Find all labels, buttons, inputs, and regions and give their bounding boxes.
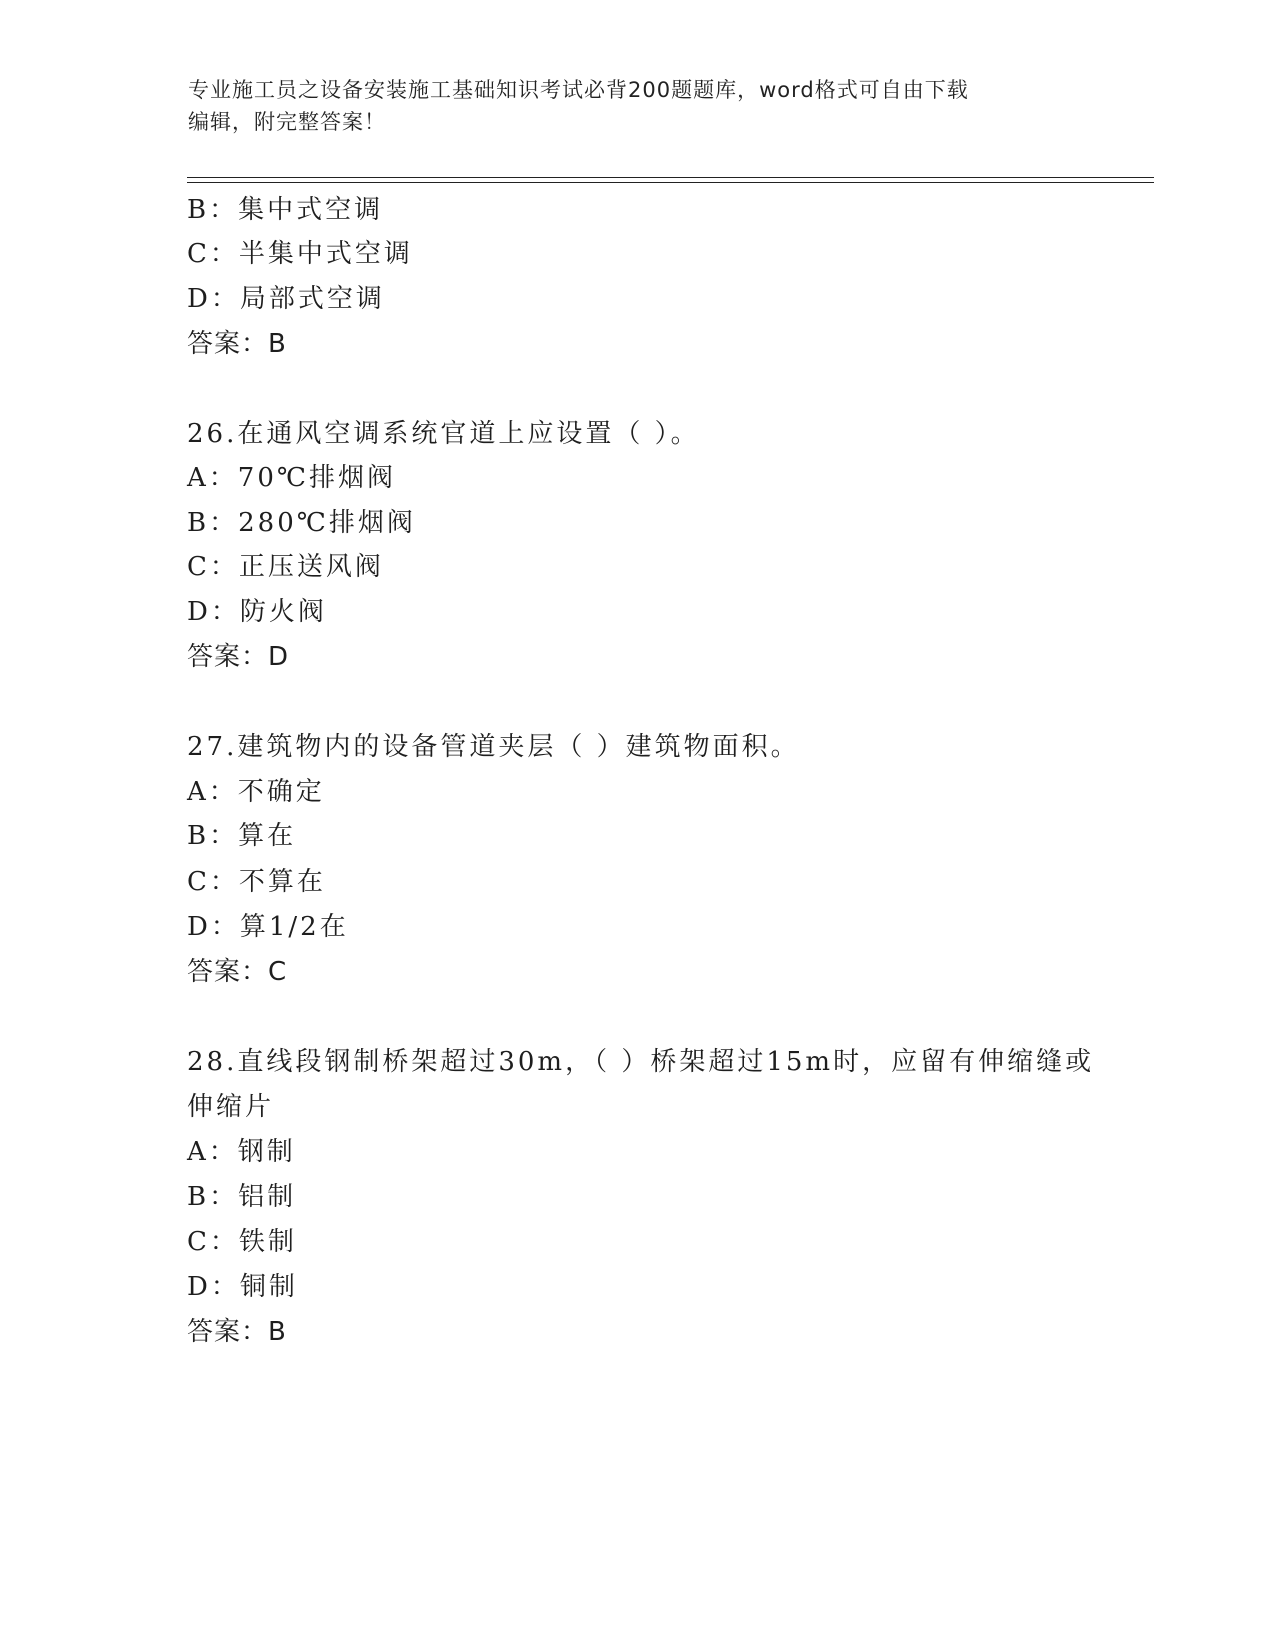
q27-option-b: B：算在 [187,821,297,851]
q26-option-a: A：70℃排烟阀 [187,463,396,493]
header-divider [187,177,1154,183]
q27-answer: 答案：C [187,957,288,987]
q28-option-c: C：铁制 [187,1227,297,1257]
header-line-2: 编辑，附完整答案！ [188,110,386,134]
q25-option-d: D：局部式空调 [187,284,385,314]
q26-answer: 答案：D [187,642,290,672]
q27-option-c: C：不算在 [187,867,326,897]
q25-option-c: C：半集中式空调 [187,239,413,269]
header-line-1: 专业施工员之设备安装施工基础知识考试必背200题题库，word格式可自由下载 [188,78,969,102]
q27-option-a: A：不确定 [187,777,325,807]
q28-option-a: A：钢制 [187,1137,296,1167]
q28-question-line-2: 伸缩片 [187,1092,275,1122]
q27-question: 27.建筑物内的设备管道夹层（ ）建筑物面积。 [187,732,800,762]
q26-option-b: B：280℃排烟阀 [187,508,416,538]
q25-answer: 答案：B [187,329,287,359]
q26-option-c: C：正压送风阀 [187,552,384,582]
q28-question-line-1: 28.直线段钢制桥架超过30m，（ ）桥架超过15m时，应留有伸缩缝或 [187,1047,1095,1077]
q28-option-d: D：铜制 [187,1272,298,1302]
q26-question: 26.在通风空调系统官道上应设置（ ）。 [187,419,700,449]
q28-option-b: B：铝制 [187,1182,297,1212]
q26-option-d: D：防火阀 [187,597,327,627]
q25-option-b: B：集中式空调 [187,195,384,225]
q28-answer: 答案：B [187,1317,287,1347]
page-header [188,74,1088,138]
q27-option-d: D：算1/2在 [187,912,349,942]
